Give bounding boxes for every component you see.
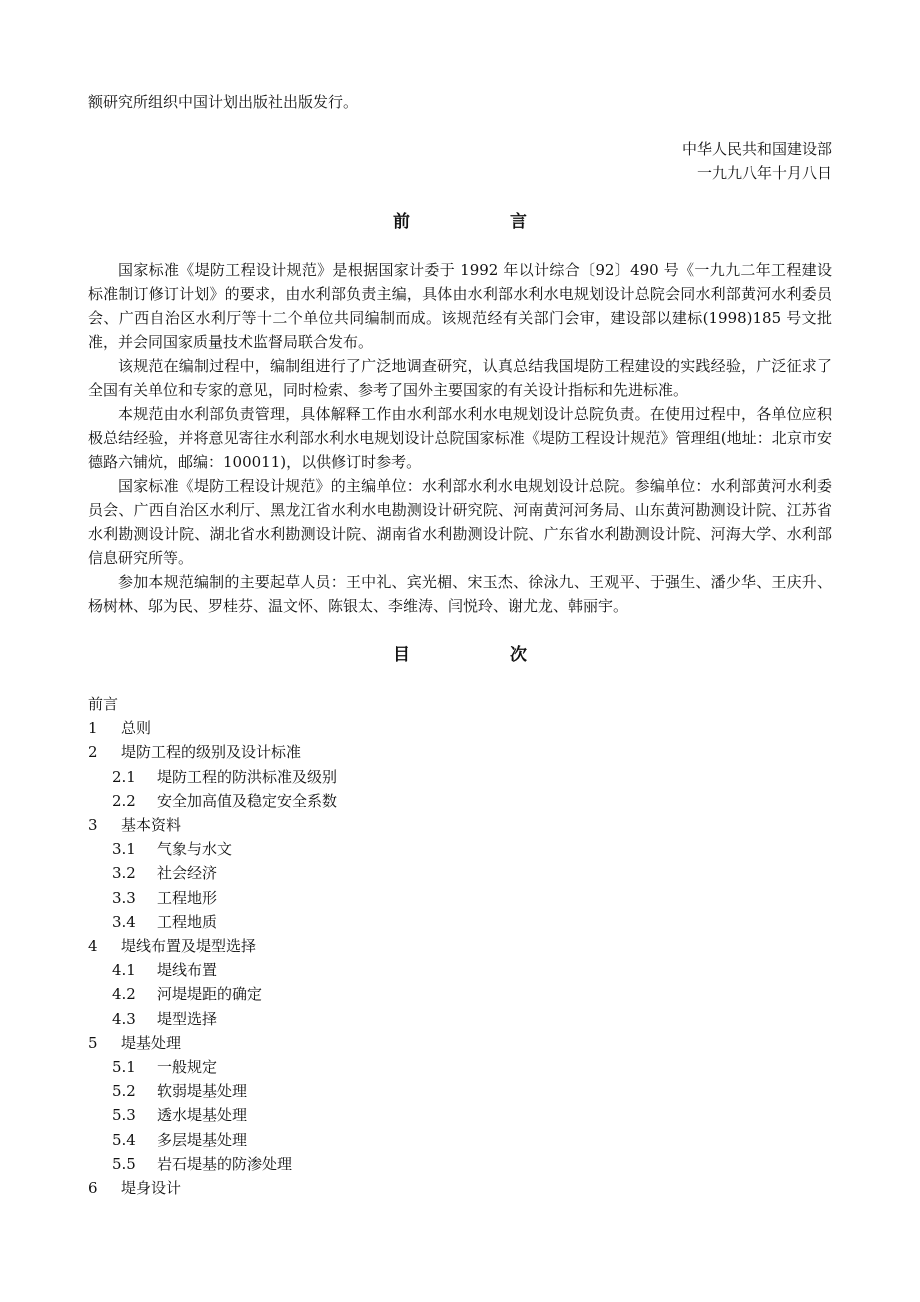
intro-continuation-line: 额研究所组织中国计划出版社出版发行。 xyxy=(88,93,359,111)
toc-entry-label: 堤防工程的防洪标准及级别 xyxy=(157,767,338,786)
toc-subentry[interactable] xyxy=(88,958,337,982)
toc-entry-number: 3 xyxy=(88,816,98,835)
toc-entry-label: 堤防工程的级别及设计标准 xyxy=(121,743,302,762)
toc-entry[interactable] xyxy=(88,934,337,958)
preface-paragraph: 参加本规范编制的主要起草人员：王中礼、宾光楣、宋玉杰、徐泳九、王观平、于强生、潘少华、王庆升、杨树林、邬为民、罗桂芬、温文怀、陈银太、李维涛、闫悦玲、谢尤龙、韩丽宇。 xyxy=(88,573,832,615)
toc-subentry[interactable] xyxy=(88,765,337,789)
toc-entry-label: 工程地形 xyxy=(157,888,218,907)
toc-entry-label: 前言 xyxy=(88,695,119,713)
toc-entry-number: 4 xyxy=(88,937,98,956)
toc-entry-number: 6 xyxy=(88,1179,98,1198)
toc-entry-number: 3.1 xyxy=(112,840,136,859)
preface-paragraph: 国家标准《堤防工程设计规范》的主编单位：水利部水利水电规划设计总院。参编单位：水利部黄河水利委员会、广西自治区水利厅、黑龙江省水利水电勘测设计研究院、河南黄河河务局、山东黄河勘测设计院、江苏省水利勘测设计院、湖北省水利勘测设计院、湖南省水利勘测设计院、广东省水利勘测设计院、河海大学、水利部信息研究所等。 xyxy=(88,477,832,567)
toc-entry-number: 2.1 xyxy=(112,767,136,786)
toc-entry-label: 安全加高值及稳定安全系数 xyxy=(157,791,338,810)
toc-entry-label: 工程地质 xyxy=(157,912,218,931)
toc-subentry[interactable] xyxy=(88,837,337,861)
signature-block xyxy=(682,137,832,185)
toc-entry-label: 堤基处理 xyxy=(121,1033,182,1052)
toc-entry-label: 堤型选择 xyxy=(157,1009,218,1028)
toc-entry-number: 3.2 xyxy=(112,864,136,883)
toc-entry-label: 气象与水文 xyxy=(157,840,233,859)
toc-entry-label: 软弱堤基处理 xyxy=(157,1082,248,1101)
toc-entry-number: 5.1 xyxy=(112,1058,136,1077)
toc-title xyxy=(0,643,920,667)
toc-entry-number: 5.4 xyxy=(112,1130,136,1149)
toc-entry-number: 3.4 xyxy=(112,912,136,931)
toc-title-char-1: 目 xyxy=(393,645,410,665)
toc-entry-label: 岩石堤基的防渗处理 xyxy=(157,1154,293,1173)
toc-entry-number: 1 xyxy=(88,719,98,738)
toc-entry[interactable] xyxy=(88,740,337,764)
toc-entry[interactable] xyxy=(88,813,337,837)
toc-entry-number: 5.2 xyxy=(112,1082,136,1101)
toc-entry-label: 堤线布置及堤型选择 xyxy=(121,937,257,956)
toc-entry-number: 2 xyxy=(88,743,98,762)
preface-paragraph: 国家标准《堤防工程设计规范》是根据国家计委于 1992 年以计综合〔92〕490 号《一九九二年工程建设标准制订修订计划》的要求，由水利部负责主编，具体由水利部水利水电规划设计总院会同水利部黄河水利委员会、广西自治区水利厅等十二个单位共同编制而成。该规范经有关部门会审，建设部以建标(1998)185 号文批准，并会同国家质量技术监督局联合发布。 xyxy=(88,261,832,351)
toc-subentry[interactable] xyxy=(88,1128,337,1152)
signature-issuer: 中华人民共和国建设部 xyxy=(681,140,832,158)
toc-entry-label: 多层堤基处理 xyxy=(157,1130,248,1149)
toc-subentry[interactable] xyxy=(88,1079,337,1103)
toc-entry-label: 堤身设计 xyxy=(121,1179,182,1198)
toc-subentry[interactable] xyxy=(88,982,337,1006)
toc-entry-preface[interactable] xyxy=(88,692,337,716)
toc-subentry[interactable] xyxy=(88,1152,337,1176)
toc-entry-number: 4.3 xyxy=(112,1009,136,1028)
preface-title-char-1: 前 xyxy=(393,212,410,232)
toc-subentry[interactable] xyxy=(88,1103,337,1127)
toc-entry-number: 5.5 xyxy=(112,1154,136,1173)
toc-subentry[interactable] xyxy=(88,910,337,934)
toc-entry-label: 透水堤基处理 xyxy=(157,1106,248,1125)
toc-subentry[interactable] xyxy=(88,1007,337,1031)
toc-subentry[interactable] xyxy=(88,1055,337,1079)
toc-subentry[interactable] xyxy=(88,861,337,885)
preface-paragraph: 该规范在编制过程中，编制组进行了广泛地调查研究，认真总结我国堤防工程建设的实践经验，广泛征求了全国有关单位和专家的意见，同时检索、参考了国外主要国家的有关设计指标和先进标准。 xyxy=(88,357,832,399)
toc-entry[interactable] xyxy=(88,716,337,740)
toc-subentry[interactable] xyxy=(88,886,337,910)
toc-entry-number: 5 xyxy=(88,1033,98,1052)
toc-entry[interactable] xyxy=(88,1176,337,1200)
toc-entry-label: 基本资料 xyxy=(121,816,182,835)
preface-body xyxy=(88,258,832,618)
toc-subentry[interactable] xyxy=(88,789,337,813)
toc-entry-number: 2.2 xyxy=(112,791,136,810)
toc-entry[interactable] xyxy=(88,1031,337,1055)
toc-entry-label: 总则 xyxy=(121,719,152,738)
signature-date: 一九九八年十月八日 xyxy=(696,164,832,182)
toc-entry-number: 4.2 xyxy=(112,985,136,1004)
preface-title xyxy=(0,210,920,234)
toc-entry-label: 河堤堤距的确定 xyxy=(157,985,263,1004)
toc-entry-label: 社会经济 xyxy=(157,864,218,883)
toc-entry-label: 一般规定 xyxy=(157,1058,218,1077)
preface-title-char-2: 言 xyxy=(510,212,527,232)
toc-entry-label: 堤线布置 xyxy=(157,961,218,980)
toc-entry-number: 5.3 xyxy=(112,1106,136,1125)
preface-paragraph: 本规范由水利部负责管理，具体解释工作由水利部水利水电规划设计总院负责。在使用过程中，各单位应积极总结经验，并将意见寄往水利部水利水电规划设计总院国家标准《堤防工程设计规范》管理组(地址：北京市安德路六铺炕，邮编：100011)，以供修订时参考。 xyxy=(88,405,832,471)
table-of-contents xyxy=(88,692,337,1200)
toc-entry-number: 4.1 xyxy=(112,961,136,980)
toc-title-char-2: 次 xyxy=(510,645,527,665)
toc-entry-number: 3.3 xyxy=(112,888,136,907)
